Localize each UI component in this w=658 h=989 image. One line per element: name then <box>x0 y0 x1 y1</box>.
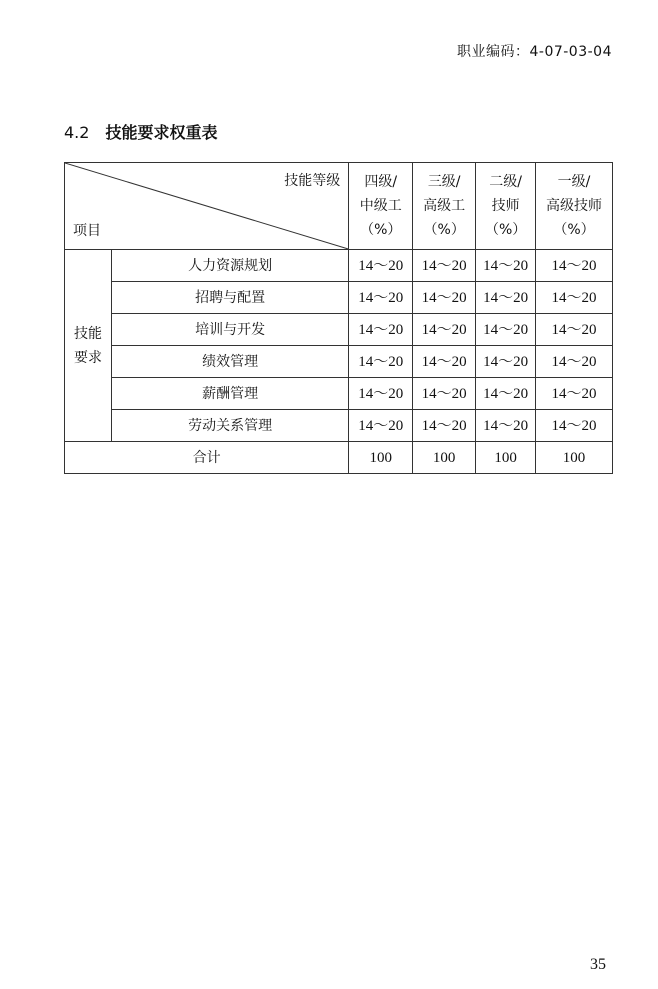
diagonal-header-cell <box>65 163 349 250</box>
item-name: 人力资源规划 <box>111 250 348 282</box>
occupation-code: 职业编码：4-07-03-04 <box>456 44 612 60</box>
item-name: 培训与开发 <box>111 314 348 346</box>
header-row <box>65 163 613 250</box>
weight-value: 14～20 <box>476 314 536 346</box>
table-row <box>65 282 613 314</box>
level-header-3: 三级/ 高级工 （%） <box>413 163 476 250</box>
weight-value: 14～20 <box>413 346 476 378</box>
corner-label-level: 技能等级 <box>284 173 341 189</box>
weight-value: 14～20 <box>536 410 613 442</box>
weight-value: 14～20 <box>349 378 413 410</box>
weight-value: 14～20 <box>536 282 613 314</box>
group-label-skill-requirements: 技能 要求 <box>65 250 112 442</box>
table-row <box>65 250 613 282</box>
weight-value: 14～20 <box>413 314 476 346</box>
item-name: 绩效管理 <box>111 346 348 378</box>
weight-value: 14～20 <box>349 314 413 346</box>
weight-value: 14～20 <box>413 410 476 442</box>
section-title: 技能要求权重表 <box>105 123 218 142</box>
page-number: 35 <box>590 956 606 973</box>
section-heading <box>64 120 217 143</box>
weight-value: 14～20 <box>476 250 536 282</box>
total-row <box>65 442 613 474</box>
item-name: 劳动关系管理 <box>111 410 348 442</box>
total-label: 合计 <box>65 442 349 474</box>
weight-value: 14～20 <box>349 250 413 282</box>
weight-value: 14～20 <box>536 346 613 378</box>
weight-value: 14～20 <box>476 410 536 442</box>
weight-value: 14～20 <box>476 378 536 410</box>
table-row <box>65 378 613 410</box>
item-name: 薪酬管理 <box>111 378 348 410</box>
weight-value: 14～20 <box>413 282 476 314</box>
table-row <box>65 410 613 442</box>
level-header-1: 一级/ 高级技师 （%） <box>536 163 613 250</box>
weight-value: 14～20 <box>349 282 413 314</box>
total-value: 100 <box>536 442 613 474</box>
weight-value: 14～20 <box>476 282 536 314</box>
total-value: 100 <box>349 442 413 474</box>
table-row <box>65 314 613 346</box>
weight-value: 14～20 <box>536 250 613 282</box>
item-name: 招聘与配置 <box>111 282 348 314</box>
corner-label-item: 项目 <box>73 223 101 239</box>
total-value: 100 <box>413 442 476 474</box>
skill-weight-table <box>64 162 613 474</box>
weight-value: 14～20 <box>536 378 613 410</box>
weight-value: 14～20 <box>476 346 536 378</box>
weight-value: 14～20 <box>536 314 613 346</box>
total-value: 100 <box>476 442 536 474</box>
weight-value: 14～20 <box>349 410 413 442</box>
weight-value: 14～20 <box>413 250 476 282</box>
level-header-2: 二级/ 技师 （%） <box>476 163 536 250</box>
weight-value: 14～20 <box>349 346 413 378</box>
section-number: 4.2 <box>64 123 90 142</box>
level-header-4: 四级/ 中级工 （%） <box>349 163 413 250</box>
table-row <box>65 346 613 378</box>
weight-value: 14～20 <box>413 378 476 410</box>
